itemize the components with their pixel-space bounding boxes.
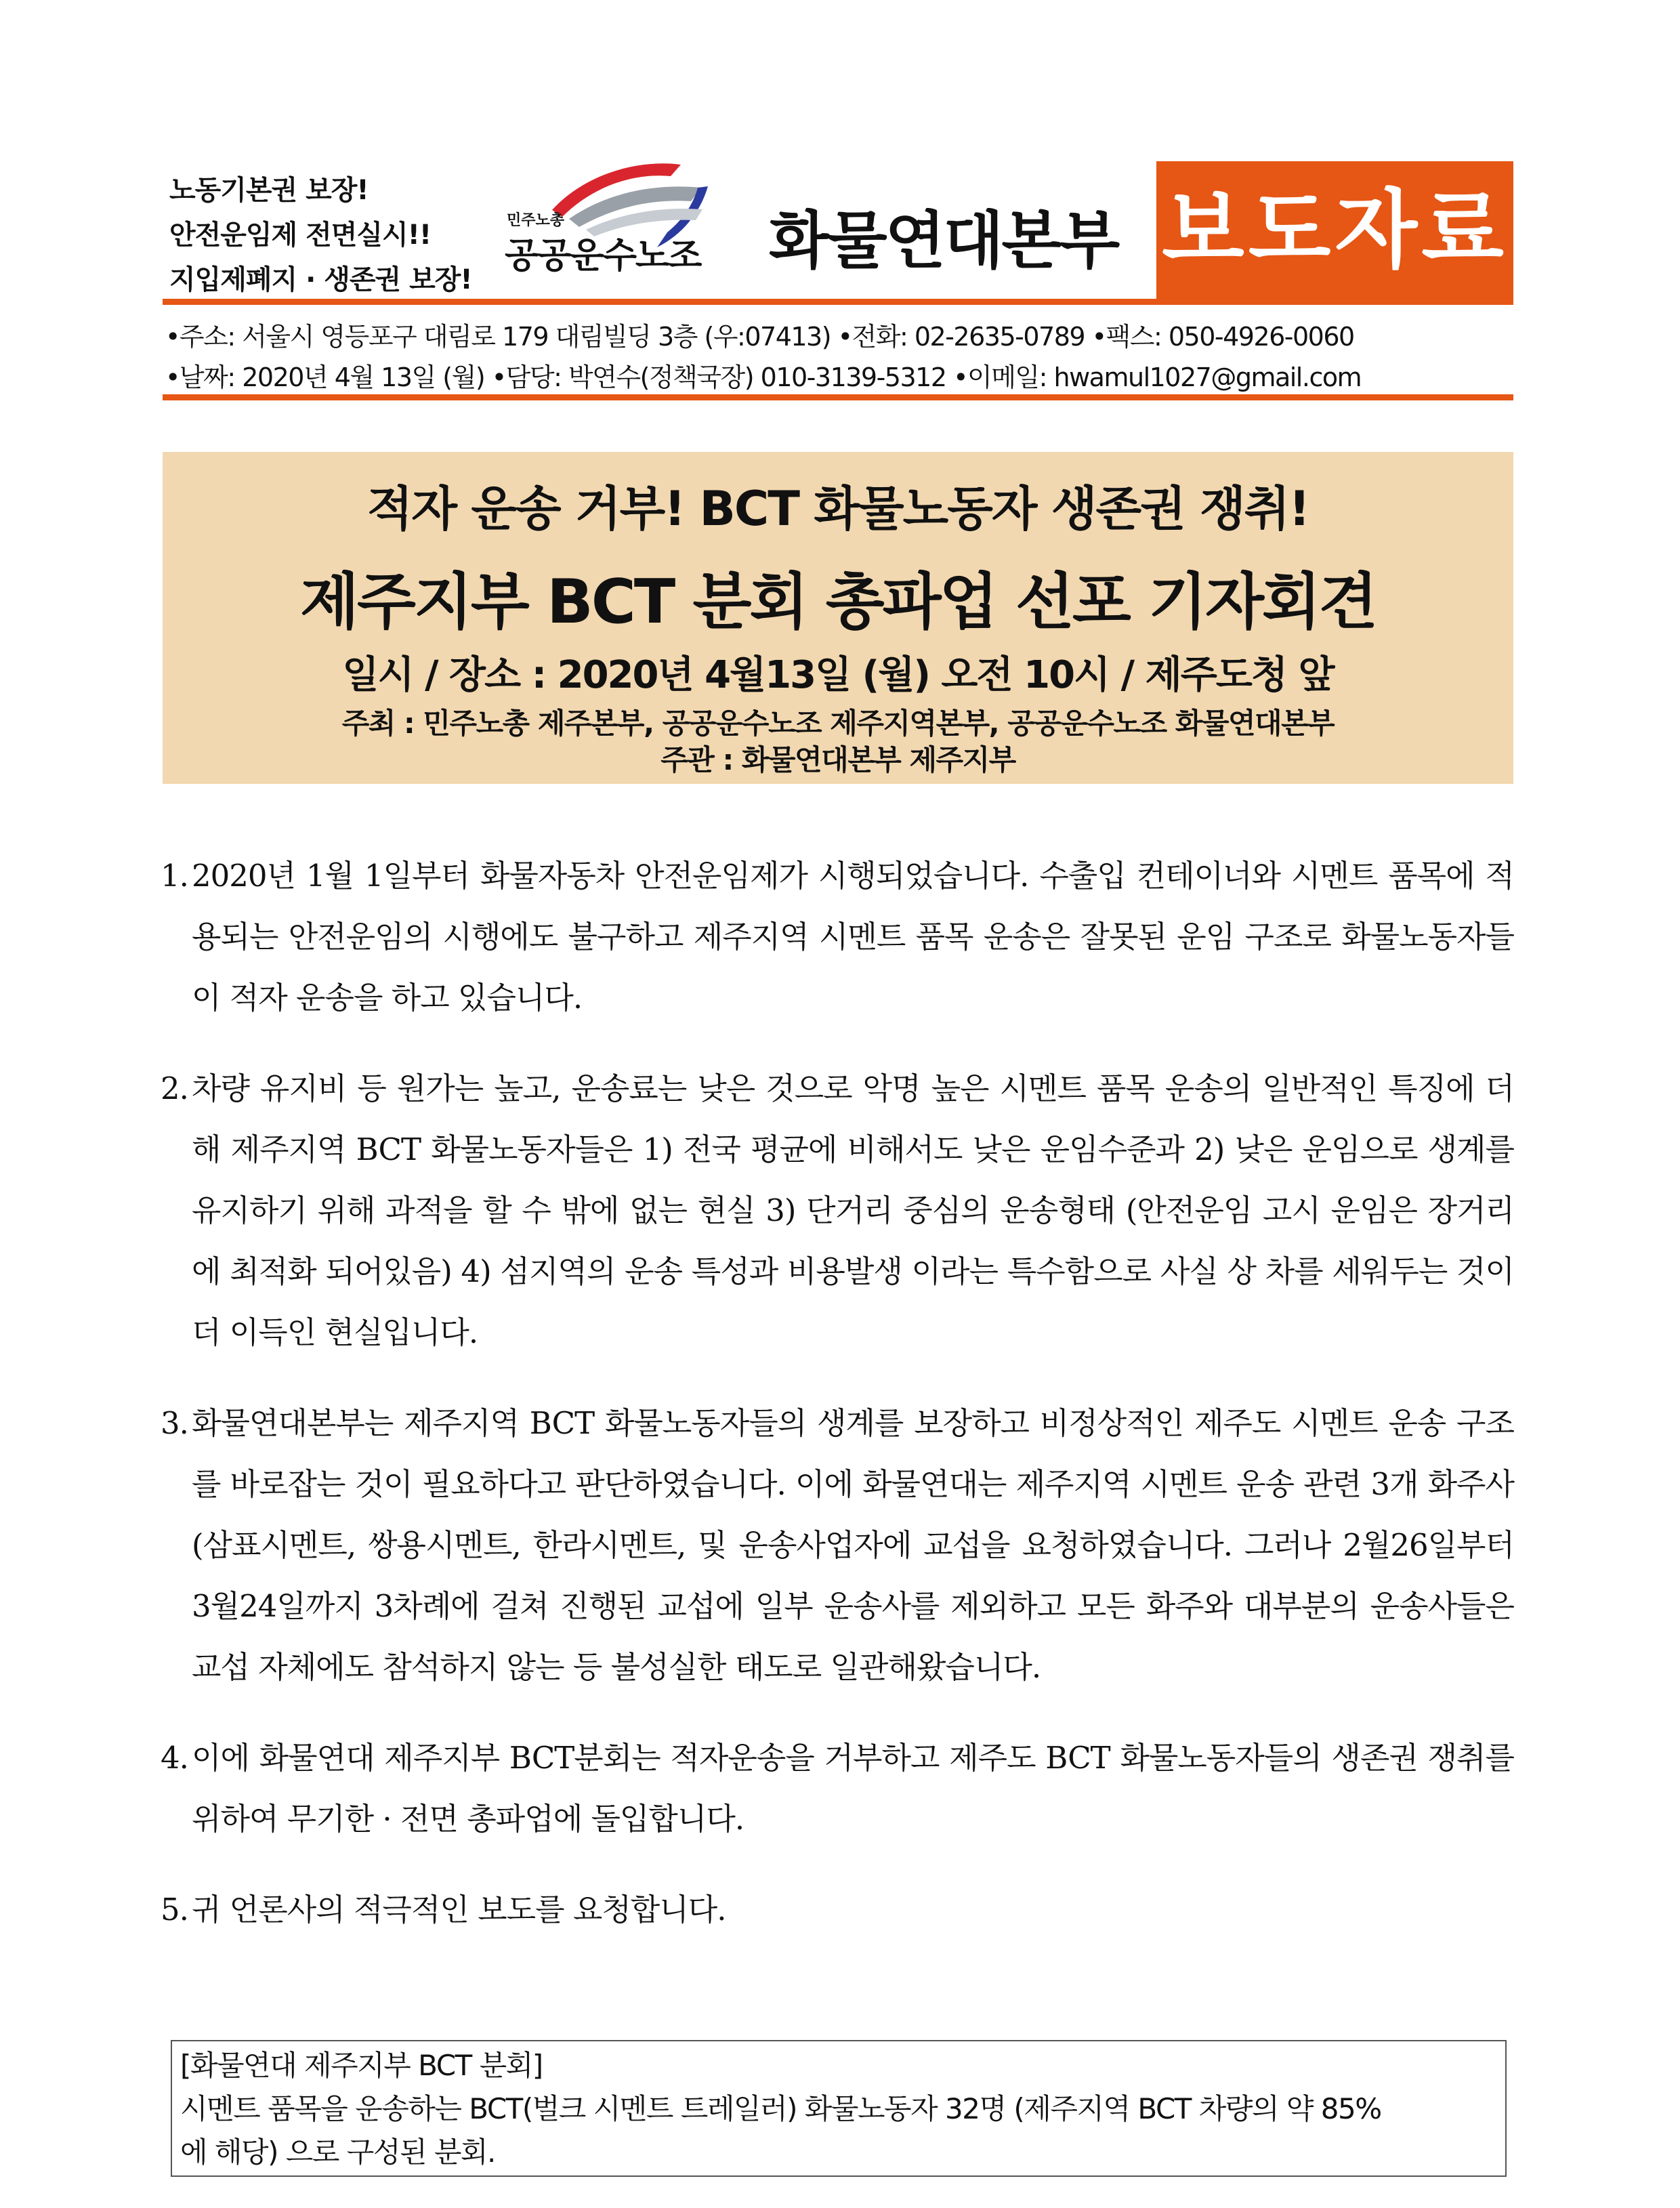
paragraph-number: 4. [161, 1740, 188, 1776]
contact-date-line: •날짜: 2020년 4월 13일 (월) •담당: 박연수(정책국장) 010-3139-5312 •이메일: hwamul1027@gmail.com [165, 362, 1362, 392]
paragraph-text: 화물연대본부는 제주지역 BCT 화물노동자들의 생계를 보장하고 비정상적인 제주도 시멘트 운송 구조를 바로잡는 것이 필요하다고 판단하였습니다. 이에 화물연대는 제주지역 시멘트 운송 관련 3개 화주사 (삼표시멘트, 쌍용시멘트, 한라시멘트, 및 운송사업자에 교섭을 요청하였습니다. 그러나 2월26일부터 3월24일까지 3차례에 걸쳐 진행된 교섭에 일부 운송사를 제외하고 모든 화주와 대부분의 운송사들은 교섭 자체에도 참석하지 않는 등 불성실한 태도로 일관해왔습니다. [192, 1405, 1514, 1685]
union-federation-label: 민주노총 [507, 212, 565, 229]
title-banner [163, 452, 1513, 784]
slogan-3: 지입제폐지 · 생존권 보장! [169, 264, 472, 295]
paragraph-text: 2020년 1월 1일부터 화물자동차 안전운임제가 시행되었습니다. 수출입 컨테이너와 시멘트 품목에 적용되는 안전운임의 시행에도 불구하고 제주지역 시멘트 품목 운송은 잘못된 운임 구조로 화물노동자들이 적자 운송을 하고 있습니다. [192, 858, 1514, 1016]
union-name: 공공운수노조 [505, 236, 701, 276]
paragraph-3 [161, 1393, 1514, 1698]
paragraph-text: 차량 유지비 등 원가는 높고, 운송료는 낮은 것으로 악명 높은 시멘트 품목 운송의 일반적인 특징에 더해 제주지역 BCT 화물노동자들은 1) 전국 평균에 비해서도 낮은 운임수준과 2) 낮은 운임으로 생계를 유지하기 위해 과적을 할 수 밖에 없는 현실 3) 단거리 중심의 운송형태 (안전운임 고시 운임은 장거리에 최적화 되어있음) 4) 섬지역의 운송 특성과 비용발생 이라는 특수함으로 사실 상 차를 세워두는 것이 더 이득인 현실입니다. [192, 1070, 1514, 1350]
slogan-list [169, 168, 495, 302]
body-paragraphs [161, 846, 1514, 1970]
paragraph-4 [161, 1728, 1514, 1850]
paragraph-text: 귀 언론사의 적극적인 보도를 요청합니다. [192, 1892, 726, 1928]
branch-info-box [171, 2040, 1507, 2177]
banner-date-place: 일시 / 장소 : 2020년 4월13일 (월) 오전 10시 / 제주도청 앞 [342, 653, 1334, 697]
slogan-2: 안전운임제 전면실시!! [169, 220, 432, 251]
banner-headline: 적자 운송 거부! BCT 화물노동자 생존권 쟁취! [366, 481, 1309, 537]
paragraph-2 [161, 1058, 1514, 1363]
paragraph-number: 5. [161, 1892, 188, 1928]
press-release-badge [1156, 161, 1513, 299]
org-name: 화물연대본부 [769, 205, 1118, 277]
paragraph-1 [161, 846, 1514, 1028]
info-box-line-1: 시멘트 품목을 운송하는 BCT(벌크 시멘트 트레일러) 화물노동자 32명 (제주지역 BCT 차량의 약 85% [180, 2092, 1381, 2125]
banner-organizer: 주관 : 화물연대본부 제주지부 [660, 743, 1015, 776]
paragraph-number: 3. [161, 1405, 188, 1441]
paragraph-text: 이에 화물연대 제주지부 BCT분회는 적자운송을 거부하고 제주도 BCT 화물노동자들의 생존권 쟁취를 위하여 무기한 · 전면 총파업에 돌입합니다. [192, 1740, 1514, 1837]
banner-host: 주최 : 민주노총 제주본부, 공공운수노조 제주지역본부, 공공운수노조 화물연대본부 [341, 707, 1335, 740]
press-release-label: 보도자료 [1162, 180, 1508, 280]
paragraph-number: 2. [161, 1070, 188, 1106]
slogan-1: 노동기본권 보장! [169, 175, 369, 206]
banner-main-title: 제주지부 BCT 분회 총파업 선포 기자회견 [300, 566, 1376, 638]
header-rule-top [163, 299, 1513, 305]
paragraph-number: 1. [161, 858, 188, 894]
contact-address-line: •주소: 서울시 영등포구 대림로 179 대림빌딩 3층 (우:07413) •전화: 02-2635-0789 •팩스: 050-4926-0060 [165, 322, 1354, 352]
header-rule-bottom [163, 394, 1513, 400]
paragraph-5 [161, 1879, 1514, 1940]
info-box-heading: [화물연대 제주지부 BCT 분회] [180, 2049, 543, 2082]
info-box-line-2: 에 해당) 으로 구성된 분회. [180, 2136, 495, 2169]
